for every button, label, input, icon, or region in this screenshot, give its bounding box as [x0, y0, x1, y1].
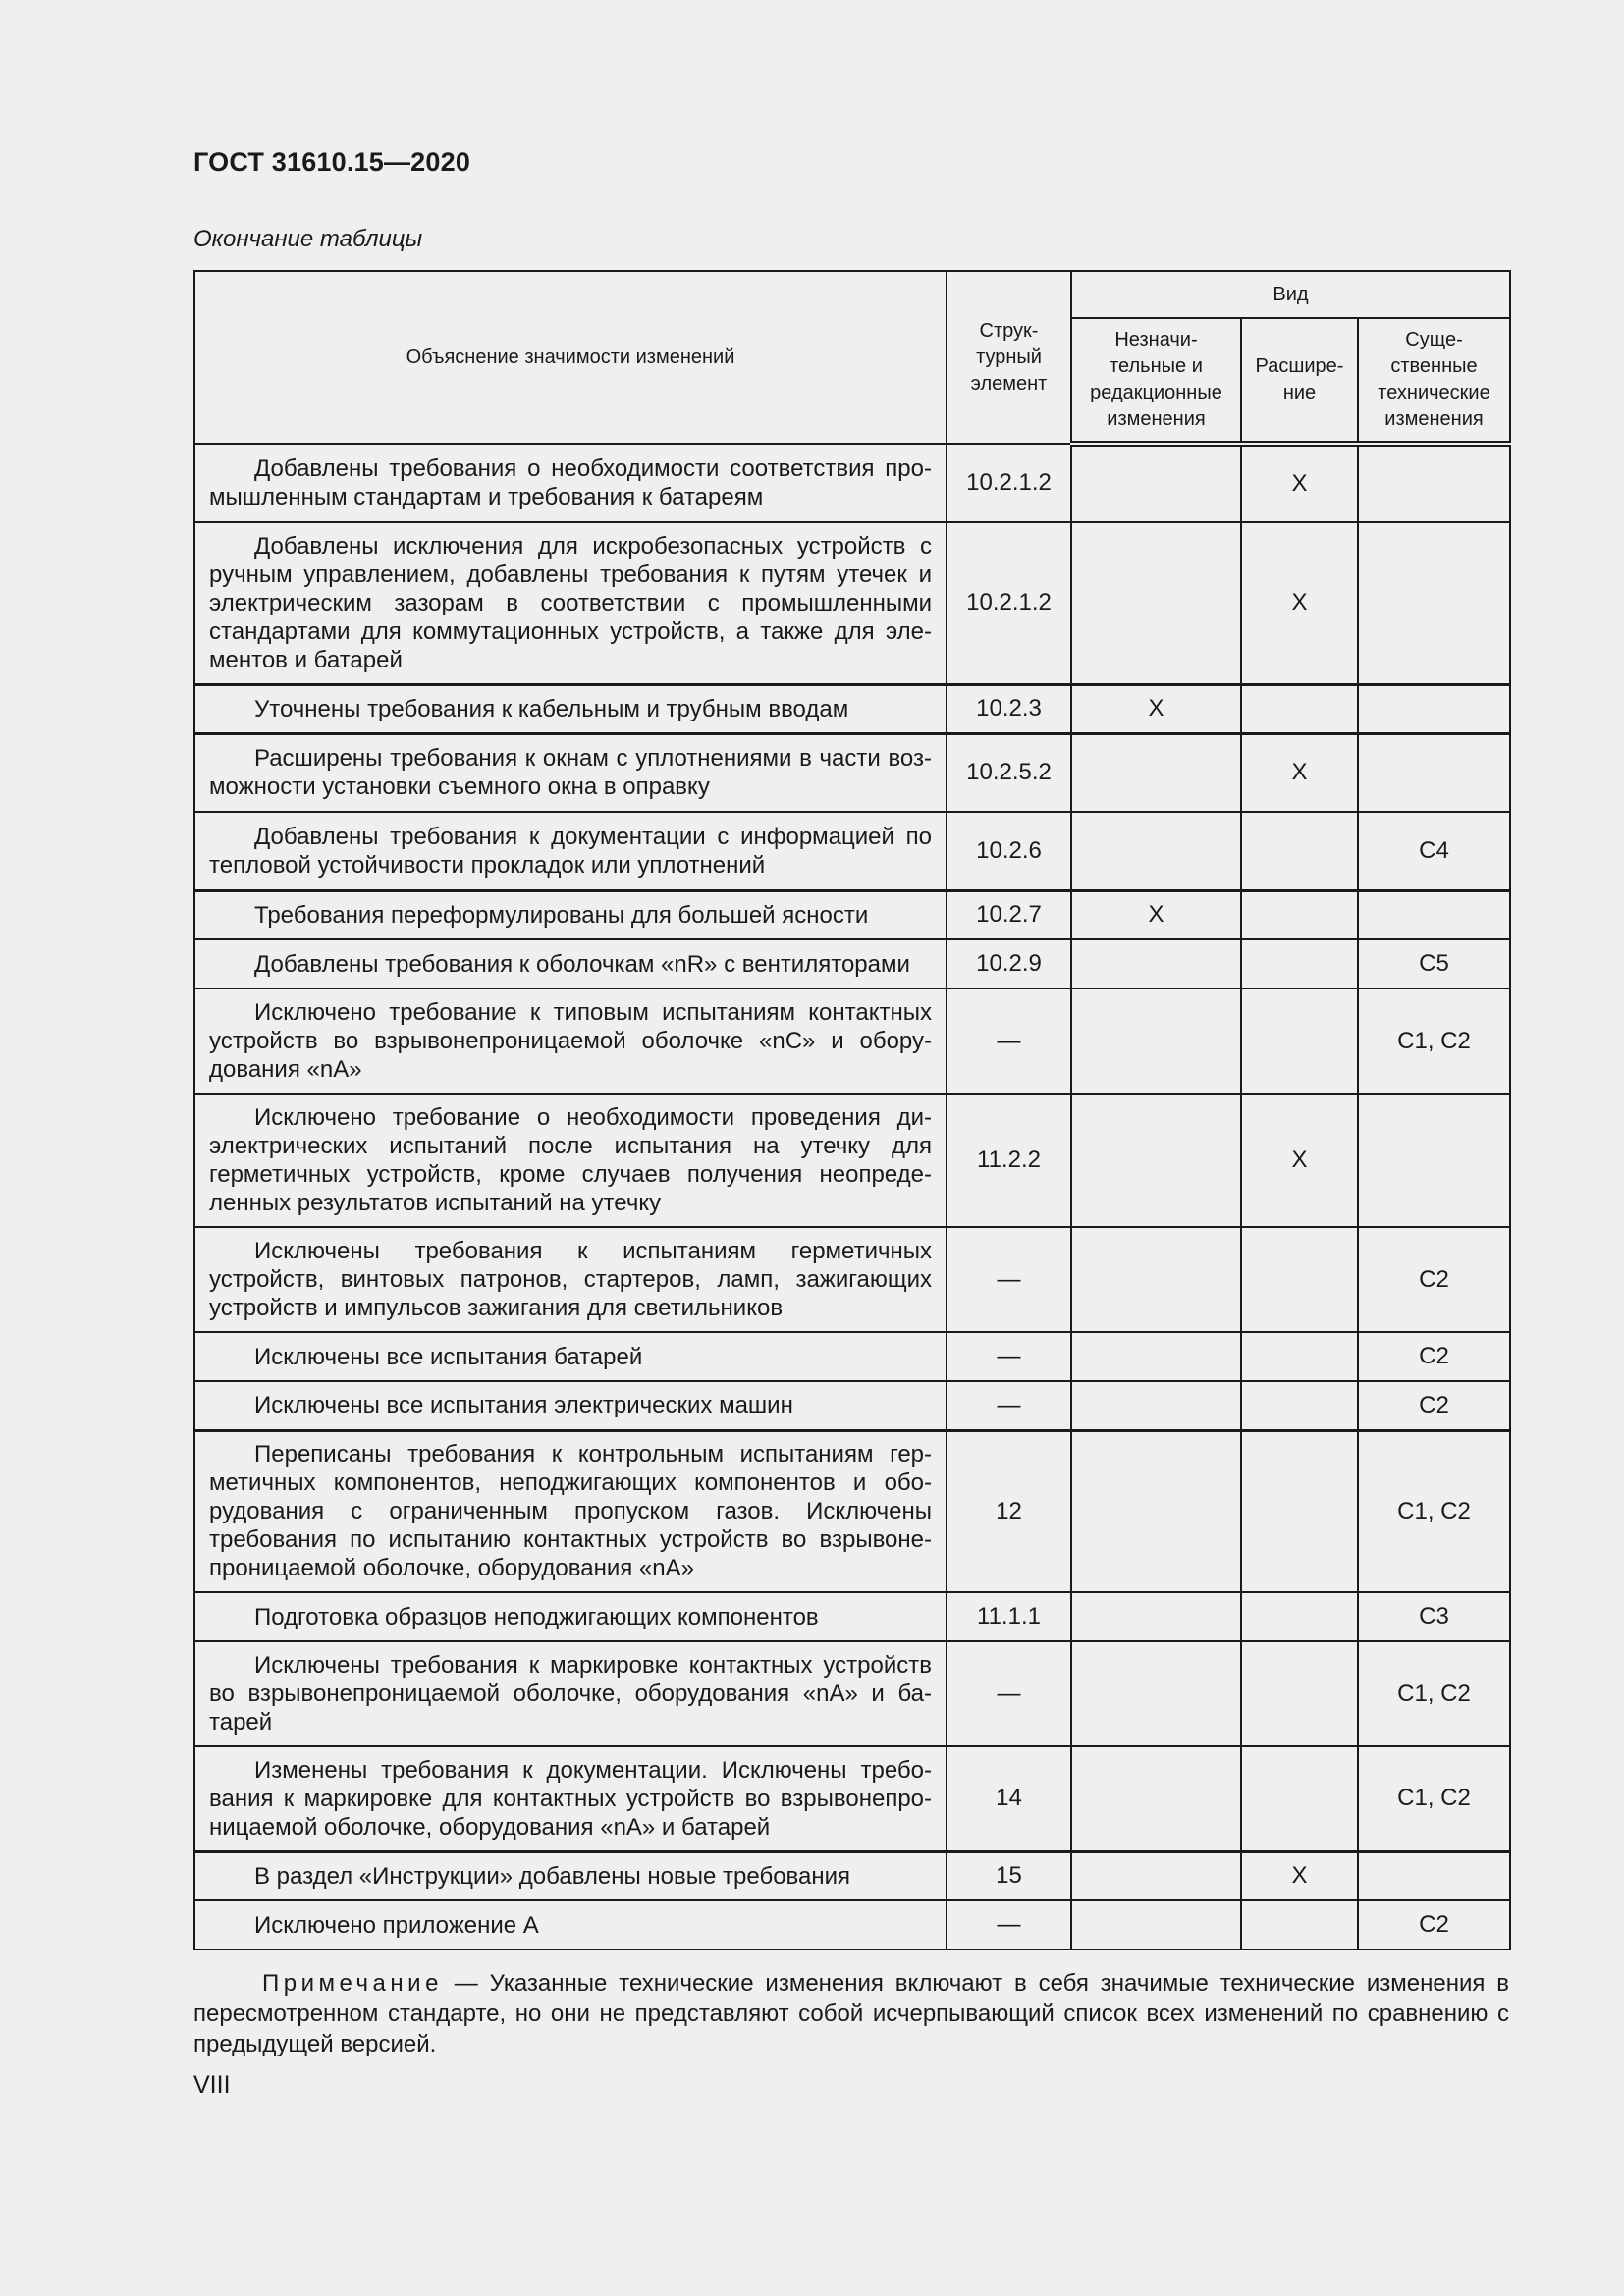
cell-element: — — [947, 1227, 1071, 1332]
cell-minor — [1071, 1641, 1241, 1746]
cell-minor — [1071, 1430, 1241, 1592]
cell-minor — [1071, 1746, 1241, 1851]
cell-extension — [1241, 1227, 1358, 1332]
cell-element: — — [947, 1641, 1071, 1746]
cell-element: 10.2.3 — [947, 684, 1071, 733]
cell-extension — [1241, 890, 1358, 939]
cell-element: 11.2.2 — [947, 1094, 1071, 1227]
table-row — [194, 684, 1510, 733]
cell-technical: C1, C2 — [1358, 1746, 1510, 1851]
table-note — [193, 1968, 1509, 2059]
explanation-text: Исключено требование о необходимости проведения ди-электрических испытаний после испытания на утечку для герметичных устройств, кроме случаев получения неопреде-ленных результатов испытаний на утечку — [209, 1104, 932, 1216]
cell-element: 10.2.1.2 — [947, 522, 1071, 684]
cell-explanation — [194, 939, 947, 988]
cell-technical: C5 — [1358, 939, 1510, 988]
cell-explanation — [194, 1746, 947, 1851]
header-type-group: Вид — [1071, 271, 1510, 318]
cell-minor — [1071, 812, 1241, 890]
explanation-text: Добавлены исключения для искробезопасных устройств с ручным управлением, добавлены требования к путям утечек и электрическим зазорам в соответствии с промышленными стандартами для коммутационных устройств, а также для эле-ментов и батарей — [209, 532, 932, 673]
cell-minor — [1071, 988, 1241, 1094]
explanation-text: Переписаны требования к контрольным испытаниям гер-метичных компонентов, неподжигающих компонентов и обо-рудования с ограниченным пропуском газов. Исключены требования по испытанию контактных устройств во взрывоне-проницаемой оболочке, оборудования «nA» — [209, 1441, 932, 1582]
table-row — [194, 890, 1510, 939]
cell-extension — [1241, 1430, 1358, 1592]
cell-element: 14 — [947, 1746, 1071, 1851]
cell-technical — [1358, 1094, 1510, 1227]
cell-element: — — [947, 1381, 1071, 1430]
cell-technical — [1358, 733, 1510, 812]
cell-extension — [1241, 1900, 1358, 1949]
cell-element: — — [947, 988, 1071, 1094]
explanation-text: Изменены требования к документации. Исключены требо-вания к маркировке для контактных устройств во взрывонепро-ницаемой оболочке, оборудования «nA» и батарей — [209, 1756, 932, 1841]
note-text: — Указанные технические изменения включают в себя значимые технические изменения в пересмотренном стандарте, но они не представляют собой исчерпывающий список всех изменений по сравнению с предыдущей версией. — [193, 1970, 1509, 2057]
cell-extension: X — [1241, 1094, 1358, 1227]
cell-element: — — [947, 1900, 1071, 1949]
cell-explanation — [194, 890, 947, 939]
cell-element: 12 — [947, 1430, 1071, 1592]
cell-extension: X — [1241, 733, 1358, 812]
cell-extension: X — [1241, 1851, 1358, 1900]
cell-minor — [1071, 939, 1241, 988]
cell-minor — [1071, 1332, 1241, 1381]
explanation-text: Исключены требования к испытаниям герметичных устройств, винтовых патронов, стартеров, ламп, зажигающих устройств и импульсов зажигания для светильников — [209, 1238, 932, 1321]
cell-technical: C4 — [1358, 812, 1510, 890]
changes-table — [193, 270, 1511, 1950]
cell-explanation — [194, 1851, 947, 1900]
table-row — [194, 1851, 1510, 1900]
cell-minor — [1071, 1851, 1241, 1900]
explanation-text: Добавлены требования к документации с информацией по тепловой устойчивости прокладок или уплотнений — [209, 823, 932, 879]
table-row — [194, 1592, 1510, 1641]
cell-extension: X — [1241, 444, 1358, 522]
cell-element: 10.2.7 — [947, 890, 1071, 939]
table-row — [194, 1641, 1510, 1746]
cell-explanation — [194, 1900, 947, 1949]
cell-element: 10.2.1.2 — [947, 444, 1071, 522]
explanation-text: Исключены требования к маркировке контактных устройств во взрывонепроницаемой оболочке, оборудования «nA» и ба-тарей — [209, 1652, 932, 1735]
cell-minor: X — [1071, 684, 1241, 733]
explanation-text: Уточнены требования к кабельным и трубным вводам — [254, 695, 849, 722]
table-row — [194, 812, 1510, 890]
cell-element: 10.2.5.2 — [947, 733, 1071, 812]
cell-extension — [1241, 1332, 1358, 1381]
cell-technical: C2 — [1358, 1227, 1510, 1332]
cell-extension — [1241, 1746, 1358, 1851]
cell-extension — [1241, 988, 1358, 1094]
table-row — [194, 1094, 1510, 1227]
explanation-text: Добавлены требования к оболочкам «nR» с вентиляторами — [254, 950, 910, 978]
explanation-text: Исключены все испытания батарей — [254, 1343, 643, 1370]
table-row — [194, 444, 1510, 522]
explanation-text: Расширены требования к окнам с уплотнениями в части воз-можности установки съемного окна в оправку — [209, 745, 932, 801]
cell-explanation — [194, 1332, 947, 1381]
cell-extension — [1241, 939, 1358, 988]
cell-extension — [1241, 1381, 1358, 1430]
cell-explanation — [194, 733, 947, 812]
cell-element: 10.2.6 — [947, 812, 1071, 890]
cell-technical: C1, C2 — [1358, 988, 1510, 1094]
cell-technical: C1, C2 — [1358, 1641, 1510, 1746]
cell-explanation — [194, 812, 947, 890]
header-explanation: Объяснение значимости изменений — [194, 271, 947, 444]
document-header: ГОСТ 31610.15—2020 — [193, 147, 471, 177]
explanation-text: В раздел «Инструкции» добавлены новые требования — [254, 1862, 851, 1890]
cell-extension — [1241, 684, 1358, 733]
cell-minor — [1071, 444, 1241, 522]
cell-minor — [1071, 522, 1241, 684]
cell-explanation — [194, 444, 947, 522]
cell-technical: C2 — [1358, 1381, 1510, 1430]
table-row — [194, 1746, 1510, 1851]
header-minor: Незначи- тельные и редакционные изменения — [1071, 318, 1241, 444]
cell-extension — [1241, 1592, 1358, 1641]
cell-explanation — [194, 1227, 947, 1332]
table-row — [194, 939, 1510, 988]
cell-technical — [1358, 890, 1510, 939]
table-row — [194, 1332, 1510, 1381]
cell-element: 11.1.1 — [947, 1592, 1071, 1641]
cell-element: 10.2.9 — [947, 939, 1071, 988]
page-number: VIII — [193, 2071, 231, 2099]
cell-explanation — [194, 522, 947, 684]
cell-technical: C2 — [1358, 1900, 1510, 1949]
cell-element: 15 — [947, 1851, 1071, 1900]
cell-technical: C1, C2 — [1358, 1430, 1510, 1592]
cell-explanation — [194, 1641, 947, 1746]
explanation-text: Исключено требование к типовым испытаниям контактных устройств во взрывонепроницаемой оболочке «nC» и обору-дования «nA» — [209, 999, 932, 1083]
cell-extension: X — [1241, 522, 1358, 684]
cell-minor — [1071, 1094, 1241, 1227]
cell-explanation — [194, 1592, 947, 1641]
cell-extension — [1241, 1641, 1358, 1746]
cell-minor — [1071, 1381, 1241, 1430]
cell-technical: C2 — [1358, 1332, 1510, 1381]
table-row — [194, 733, 1510, 812]
table-row — [194, 1227, 1510, 1332]
cell-explanation — [194, 1430, 947, 1592]
explanation-text: Подготовка образцов неподжигающих компонентов — [254, 1603, 819, 1630]
cell-explanation — [194, 684, 947, 733]
cell-minor — [1071, 1592, 1241, 1641]
cell-explanation — [194, 1381, 947, 1430]
note-label: Примечание — [262, 1970, 443, 1997]
header-element: Струк- турный элемент — [947, 271, 1071, 444]
cell-minor — [1071, 1900, 1241, 1949]
explanation-text: Исключено приложение А — [254, 1911, 539, 1939]
table-row — [194, 1381, 1510, 1430]
header-technical: Суще- ственные технические изменения — [1358, 318, 1510, 444]
cell-minor: X — [1071, 890, 1241, 939]
explanation-text: Исключены все испытания электрических машин — [254, 1392, 793, 1419]
explanation-text: Добавлены требования о необходимости соответствия про-мышленным стандартам и требования к батареям — [209, 455, 932, 510]
table-caption: Окончание таблицы — [193, 226, 423, 252]
cell-technical: C3 — [1358, 1592, 1510, 1641]
cell-technical — [1358, 684, 1510, 733]
cell-technical — [1358, 522, 1510, 684]
cell-technical — [1358, 444, 1510, 522]
table-row — [194, 1900, 1510, 1949]
cell-minor — [1071, 1227, 1241, 1332]
table-row — [194, 988, 1510, 1094]
header-extension: Расшире- ние — [1241, 318, 1358, 444]
cell-explanation — [194, 988, 947, 1094]
table-row — [194, 522, 1510, 684]
cell-extension — [1241, 812, 1358, 890]
table-body — [194, 444, 1510, 1949]
cell-element: — — [947, 1332, 1071, 1381]
cell-technical — [1358, 1851, 1510, 1900]
table-row — [194, 1430, 1510, 1592]
cell-minor — [1071, 733, 1241, 812]
cell-explanation — [194, 1094, 947, 1227]
explanation-text: Требования переформулированы для большей ясности — [254, 901, 869, 929]
